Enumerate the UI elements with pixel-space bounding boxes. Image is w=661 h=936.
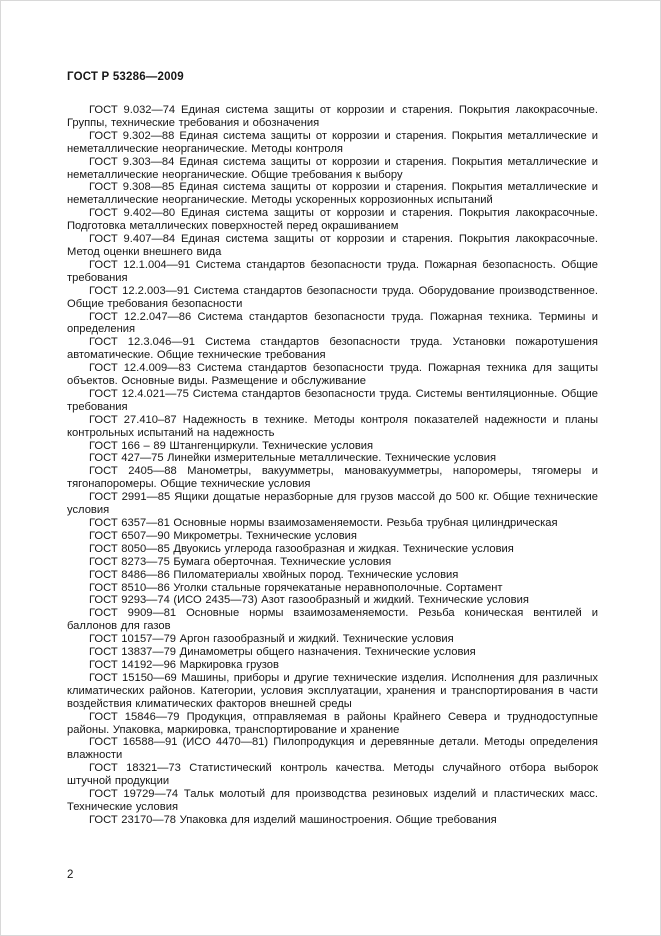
standard-reference-paragraph: ГОСТ 15150—69 Машины, приборы и другие технические изделия. Исполнения для различных климатических районов. Категории, условия эксплуатации, хранения и транспортирования в части воздействия климатических факторов внешней среды xyxy=(67,671,598,710)
standard-reference-paragraph: ГОСТ 12.3.046—91 Система стандартов безопасности труда. Установки пожаротушения автоматические. Общие технические требования xyxy=(67,336,598,362)
standard-reference-paragraph: ГОСТ 2405—88 Манометры, вакуумметры, мановакуумметры, напоромеры, тягомеры и тягонапоромеры. Общие технические условия xyxy=(67,465,598,491)
standard-reference-paragraph: ГОСТ 19729—74 Тальк молотый для производства резиновых изделий и пластических масс. Технические условия xyxy=(67,788,598,813)
standard-reference-paragraph: ГОСТ 27.410–87 Надежность в технике. Методы контроля показателей надежности и планы контрольных испытаний на надежность xyxy=(67,413,598,439)
standard-reference-paragraph: ГОСТ 9.302—88 Единая система защиты от коррозии и старения. Покрытия металлические и неметаллические неорганические. Методы контроля xyxy=(67,129,598,155)
standard-reference-paragraph: ГОСТ 12.1.004—91 Система стандартов безопасности труда. Пожарная безопасность. Общие требования xyxy=(67,258,598,284)
standard-reference-paragraph: ГОСТ 13837—79 Динамометры общего назначения. Технические условия xyxy=(89,646,476,659)
standard-reference-paragraph: ГОСТ 6507—90 Микрометры. Технические условия xyxy=(89,529,357,542)
standard-reference-paragraph: ГОСТ 9909—81 Основные нормы взаимозаменяемости. Резьба коническая вентилей и баллонов для газов xyxy=(67,607,598,633)
standard-reference-paragraph: ГОСТ 12.2.047—86 Система стандартов безопасности труда. Пожарная техника. Термины и определения xyxy=(67,310,598,336)
standard-reference-paragraph: ГОСТ 9.407—84 Единая система защиты от коррозии и старения. Покрытия лакокрасочные. Метод оценки внешнего вида xyxy=(67,233,598,258)
standard-reference-paragraph: ГОСТ 18321—73 Статистический контроль качества. Методы случайного отбора выборок штучной продукции xyxy=(67,762,598,788)
standard-reference-paragraph: ГОСТ 8486—86 Пиломатериалы хвойных пород. Технические условия xyxy=(89,568,459,581)
standard-reference-paragraph: ГОСТ 166 – 89 Штангенциркули. Технические условия xyxy=(89,439,374,452)
standard-reference-paragraph: ГОСТ 8273—75 Бумага оберточная. Технические условия xyxy=(89,555,392,568)
standard-reference-paragraph: ГОСТ 2991—85 Ящики дощатые неразборные для грузов массой до 500 кг. Общие технические условия xyxy=(67,491,598,517)
document-header: ГОСТ Р 53286—2009 xyxy=(67,71,184,83)
standard-reference-paragraph: ГОСТ 15846—79 Продукция, отправляемая в районы Крайнего Севера и труднодоступные районы. Упаковка, маркировка, транспортирование и хранение xyxy=(67,710,598,736)
standard-reference-paragraph: ГОСТ 427—75 Линейки измерительные металлические. Технические условия xyxy=(89,452,496,465)
standards-reference-list xyxy=(67,104,598,827)
standard-reference-paragraph: ГОСТ 12.4.021—75 Система стандартов безопасности труда. Системы вентиляционные. Общие требования xyxy=(67,387,598,413)
standard-reference-paragraph: ГОСТ 6357—81 Основные нормы взаимозаменяемости. Резьба трубная цилиндрическая xyxy=(89,517,558,529)
standard-reference-paragraph: ГОСТ 12.4.009—83 Система стандартов безопасности труда. Пожарная техника для защиты объектов. Основные виды. Размещение и обслуживание xyxy=(67,362,598,388)
standard-reference-paragraph: ГОСТ 9.303—84 Единая система защиты от коррозии и старения. Покрытия металлические и неметаллические неорганические. Общие требования к выбору xyxy=(67,155,598,181)
standard-reference-paragraph: ГОСТ 12.2.003—91 Система стандартов безопасности труда. Оборудование производственное. Общие требования безопасности xyxy=(67,284,598,310)
standard-reference-paragraph: ГОСТ 23170—78 Упаковка для изделий машиностроения. Общие требования xyxy=(89,813,497,826)
standard-reference-paragraph: ГОСТ 9.402—80 Единая система защиты от коррозии и старения. Покрытия лакокрасочные. Подготовка металлических поверхностей перед окрашиванием xyxy=(67,207,598,233)
standard-reference-paragraph: ГОСТ 8050—85 Двуокись углерода газообразная и жидкая. Технические условия xyxy=(89,542,514,555)
standard-reference-paragraph: ГОСТ 14192—96 Маркировка грузов xyxy=(89,658,279,671)
standard-reference-paragraph: ГОСТ 9.032—74 Единая система защиты от коррозии и старения. Покрытия лакокрасочные. Группы, технические требования и обозначения xyxy=(67,104,598,129)
standard-reference-paragraph: ГОСТ 9.308—85 Единая система защиты от коррозии и старения. Покрытия металлические и неметаллические неорганические. Методы ускоренных коррозионных испытаний xyxy=(67,181,598,207)
standard-reference-paragraph: ГОСТ 10157—79 Аргон газообразный и жидкий. Технические условия xyxy=(89,633,454,646)
page-number: 2 xyxy=(67,869,74,881)
standard-reference-paragraph: ГОСТ 8510—86 Уголки стальные горячекатаные неравнополочные. Сортамент xyxy=(89,581,503,594)
standard-reference-paragraph: ГОСТ 16588—91 (ИСО 4470—81) Пилопродукция и деревянные детали. Методы определения влажности xyxy=(67,736,598,762)
standard-reference-paragraph: ГОСТ 9293—74 (ИСО 2435—73) Азот газообразный и жидкий. Технические условия xyxy=(89,594,529,607)
